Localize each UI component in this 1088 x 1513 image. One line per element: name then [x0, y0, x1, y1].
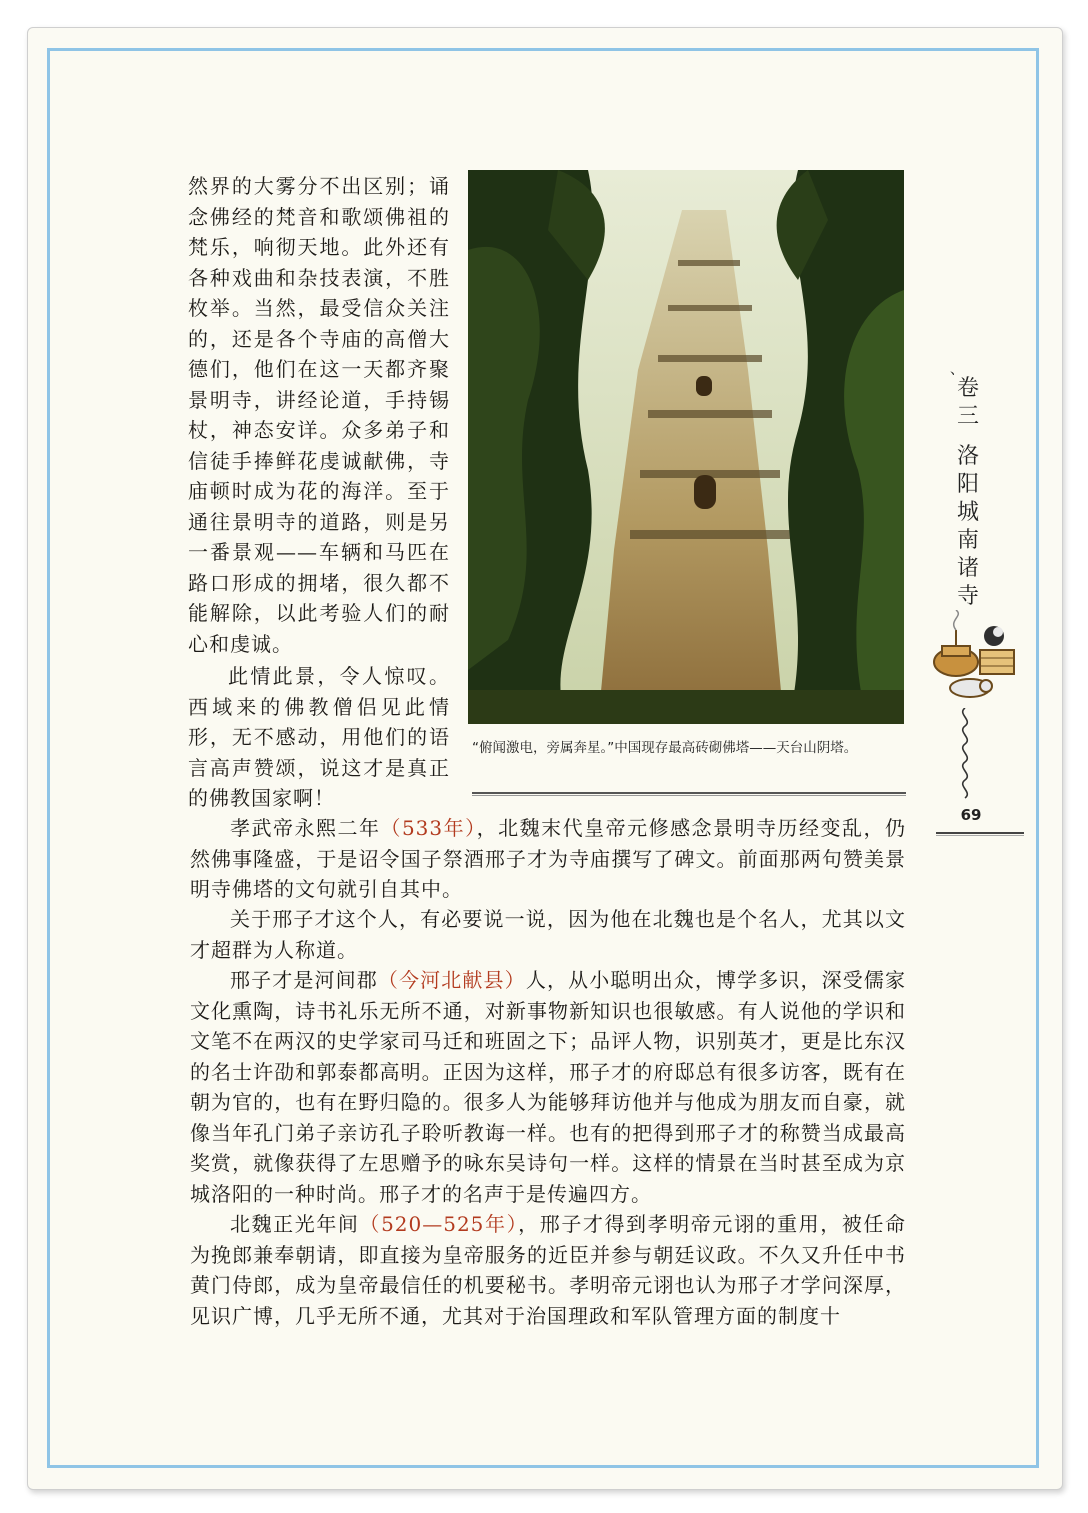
chapter-char: 诸 [956, 556, 979, 581]
decorative-wave-line-icon [955, 708, 975, 804]
body-text: 邢子才是河间郡 [230, 968, 378, 992]
pagoda-photo [468, 170, 904, 724]
chapter-side-title [950, 362, 986, 611]
left-column-paragraph-2: 此情此景，令人惊叹。西域来的佛教僧侣见此情形，无不感动，用他们的语言高声赞颂，说这才是真正的佛教国家啊！ [188, 664, 450, 810]
left-column-paragraph-1: 然界的大雾分不出区别；诵念佛经的梵音和歌颂佛祖的梵乐，响彻天地。此外还有各种戏曲和杂技表演，不胜枚举。当然，最受信众关注的，还是各个寺庙的高僧大德们，他们在这一天都齐聚景明寺，讲经论道，手持锡杖，神态安详。众多弟子和信徒手捧鲜花虔诚献佛，寺庙顿时成为花的海洋。至于通往景明寺的道路，则是另一番景观——车辆和马匹在路口形成的拥堵，很久都不能解除，以此考验人们的耐心和虔诚。 [188, 174, 450, 656]
place-note: （今河北献县） [377, 968, 526, 992]
body-text: ，北魏末代皇帝元修感念景明寺历经变乱，仍然佛事隆盛，于是诏令国子祭酒邢子才为寺庙撰写了碑文。前面那两句赞美景明寺佛塔的文句就引自其中。 [190, 816, 907, 901]
side-dot: 、 [950, 362, 964, 378]
page-number-rule [936, 832, 1024, 836]
body-text: 孝武帝永熙二年 [230, 816, 381, 840]
date-note: （533年） [380, 816, 477, 840]
chapter-char: 洛 [956, 444, 979, 469]
volume-char: 三 [956, 404, 979, 429]
body-paragraph-1 [190, 813, 906, 905]
body-text: 人，从小聪明出众，博学多识，深受儒家文化熏陶，诗书礼乐无所不通，对新事物新知识也很敏感。有人说他的学识和文笔不在两汉的史学家司马迁和班固之下；品评人物，识别英才，更是比东汉的名士许劭和郭泰都高明。正因为这样，邢子才的府邸总有很多访客，既有在朝为官的，也有在野归隐的。很多人为能够拜访他并与他成为朋友而自豪，就像当年孔门弟子亲访孔子聆听教诲一样。也有的把得到邢子才的称赞当成最高奖赏，就像获得了左思赠予的咏东吴诗句一样。这样的情景在当时甚至成为京城洛阳的一种时尚。邢子才的名声于是传遍四方。 [190, 968, 907, 1206]
chapter-char: 城 [956, 500, 979, 525]
volume-char: 卷 [956, 376, 979, 401]
date-note: （520—525年） [359, 1212, 519, 1236]
page-number: 69 [960, 806, 982, 824]
caption-rule [472, 792, 906, 796]
chapter-char: 南 [956, 528, 979, 553]
photo-caption: “俯闻激电，旁属奔星。”中国现存最高砖砌佛塔——天台山阴塔。 [472, 740, 858, 756]
body-paragraph-4 [190, 1209, 906, 1331]
body-text: 北魏正光年间 [230, 1212, 360, 1236]
pagoda-illustration [468, 170, 904, 724]
chapter-char: 阳 [956, 472, 979, 497]
body-paragraph-2: 关于邢子才这个人，有必要说一说，因为他在北魏也是个名人，尤其以文才超群为人称道。 [190, 907, 906, 962]
body-paragraph-3 [190, 965, 906, 1209]
incense-burner-ornament-icon [926, 610, 1022, 702]
chapter-char: 寺 [956, 584, 979, 609]
body-text: ，邢子才得到孝明帝元诩的重用，被任命为挽郎兼奉朝请，即直接为皇帝服务的近臣并参与朝廷议政。不久又升任中书黄门侍郎，成为皇帝最信任的机要秘书。孝明帝元诩也认为邢子才学问深厚，见识广博，几乎无所不通，尤其对于治国理政和军队管理方面的制度十 [190, 1212, 907, 1328]
